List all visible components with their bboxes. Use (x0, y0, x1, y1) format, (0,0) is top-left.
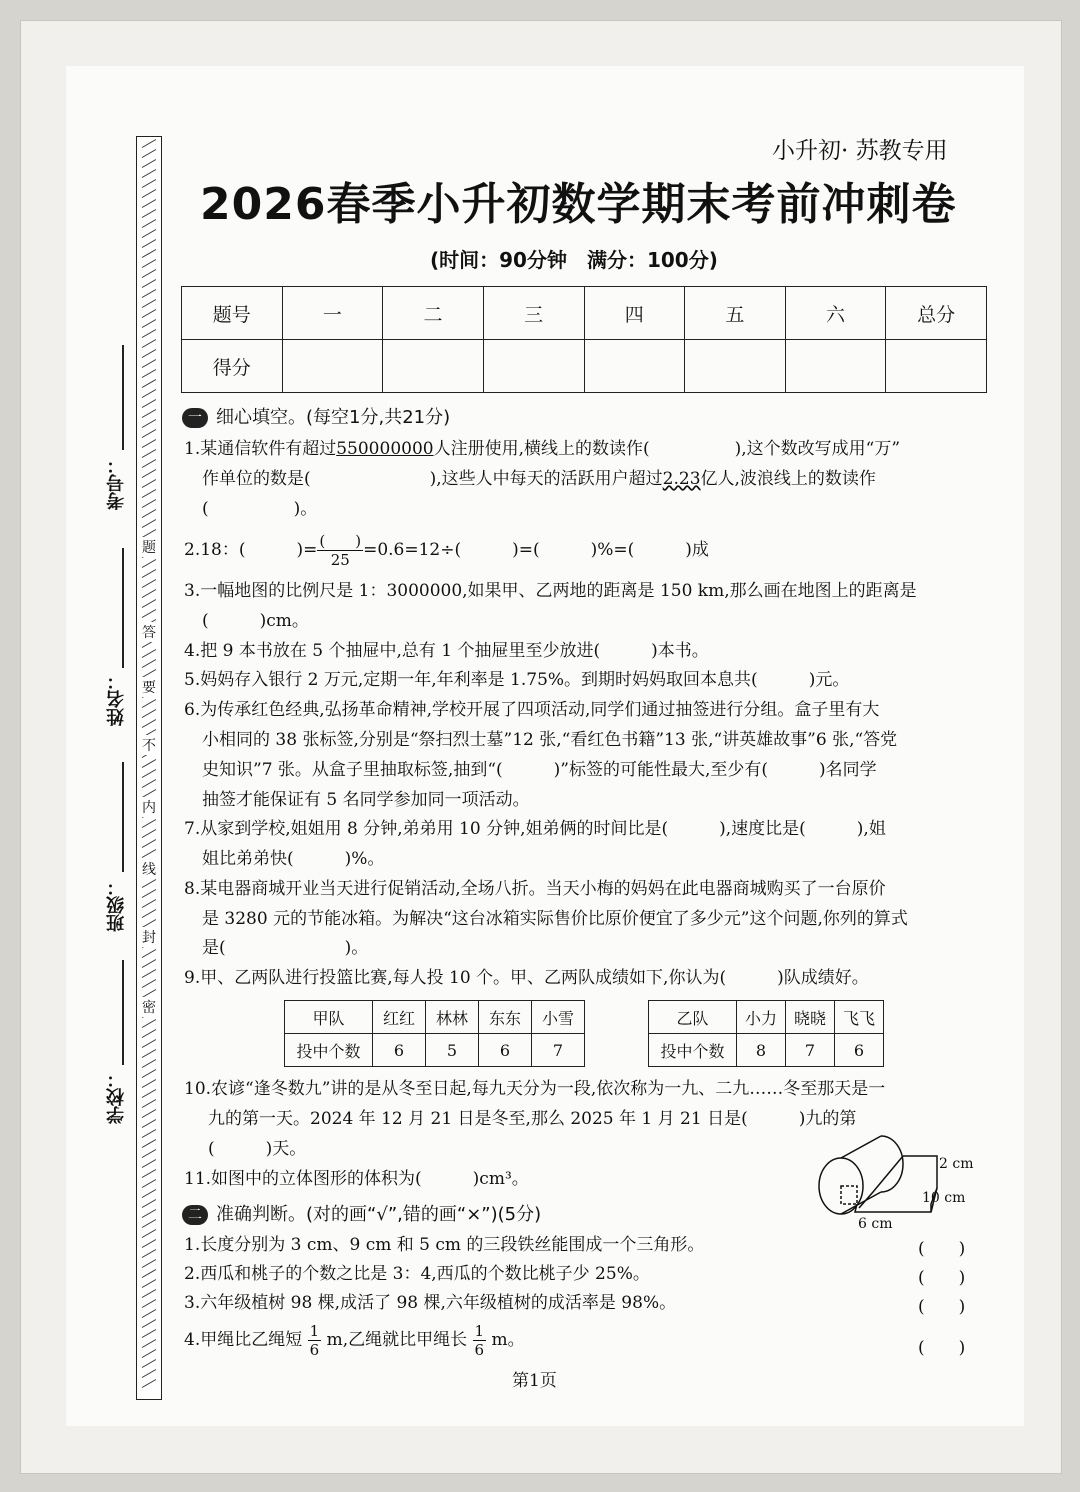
binding-tick (142, 1209, 156, 1218)
team-a-table (284, 1000, 585, 1067)
text: m,乙绳就比甲绳长 (326, 1330, 468, 1350)
section-2-heading (182, 1200, 541, 1226)
text: 人注册使用,横线上的数读作( ),这个数改写成用“万” (433, 439, 901, 459)
binding-tick (142, 1119, 156, 1128)
binding-tick (142, 759, 156, 768)
binding-tick (142, 349, 156, 358)
binding-tick (142, 1159, 156, 1168)
question-1-line-3: ( )。 (202, 499, 318, 519)
binding-tick (142, 1299, 156, 1308)
binding-tick (142, 1019, 156, 1028)
binding-char: 密 (140, 997, 158, 1017)
binding-tick (142, 949, 156, 958)
underlined-number: 550000000 (336, 439, 434, 459)
section-title: 准确判断。(对的画“√”,错的画“×”)(5分) (216, 1204, 542, 1225)
binding-char: 不 (140, 735, 158, 755)
answer-paren[interactable]: ( ) (918, 1239, 966, 1259)
binding-tick (142, 249, 156, 258)
table-cell: 投中个数 (285, 1034, 373, 1067)
binding-tick (142, 189, 156, 198)
question-4: 4.把 9 本书放在 5 个抽屉中,总有 1 个抽屉里至少放进( )本书。 (184, 641, 709, 661)
score-table (181, 286, 987, 393)
judge-item-2: 2.西瓜和桃子的个数之比是 3：4,西瓜的个数比桃子少 25%。 (184, 1264, 650, 1284)
binding-tick (142, 469, 156, 478)
binding-tick (142, 609, 156, 618)
binding-tick (142, 879, 156, 888)
binding-tick (142, 849, 156, 858)
table-cell: 东东 (479, 1001, 532, 1034)
question-2 (184, 532, 709, 569)
table-cell: 总分 (886, 287, 987, 340)
section-1-heading (182, 403, 450, 429)
exam-number-label: 考号： (106, 456, 127, 510)
fraction (308, 1322, 322, 1359)
section-number-badge: 一 (182, 408, 208, 428)
table-cell: 小力 (737, 1001, 786, 1034)
binding-tick (142, 429, 156, 438)
fraction (317, 532, 363, 569)
binding-tick (142, 169, 156, 178)
page-title: 2026春季小升初数学期末考前冲刺卷 (200, 179, 957, 230)
binding-tick (142, 439, 156, 448)
binding-tick (142, 509, 156, 518)
binding-tick (142, 769, 156, 778)
binding-tick (142, 1059, 156, 1068)
text: 作单位的数是( ),这些人中每天的活跃用户超过 (202, 469, 663, 489)
school-label: 学校： (106, 1070, 127, 1124)
binding-tick (142, 839, 156, 848)
judge-item-4 (184, 1322, 525, 1359)
binding-tick (142, 409, 156, 418)
table-row (285, 1034, 585, 1067)
text: 1.某通信软件有超过 (184, 439, 337, 459)
binding-tick (142, 1189, 156, 1198)
table-row (285, 1001, 585, 1034)
binding-tick (142, 649, 156, 658)
binding-tick (142, 889, 156, 898)
binding-tick (142, 359, 156, 368)
binding-tick (142, 519, 156, 528)
table-cell: 晓晓 (786, 1001, 835, 1034)
binding-tick (142, 579, 156, 588)
binding-tick (142, 709, 156, 718)
table-row (649, 1034, 884, 1067)
answer-paren[interactable]: ( ) (918, 1297, 966, 1317)
binding-tick (142, 779, 156, 788)
question-3-line-2: ( )cm。 (202, 611, 309, 631)
binding-tick (142, 339, 156, 348)
binding-tick (142, 899, 156, 908)
text: 2.18：( )= (184, 540, 318, 560)
score-input-cell[interactable] (785, 340, 886, 393)
table-cell: 林林 (426, 1001, 479, 1034)
binding-tick (142, 369, 156, 378)
score-input-cell[interactable] (584, 340, 685, 393)
table-cell: 7 (786, 1034, 835, 1067)
table-cell: 四 (584, 287, 685, 340)
question-6-line-4: 抽签才能保证有 5 名同学参加同一项活动。 (202, 790, 530, 810)
table-cell: 红红 (373, 1001, 426, 1034)
binding-tick (142, 1169, 156, 1178)
binding-tick (142, 269, 156, 278)
binding-tick (142, 599, 156, 608)
binding-tick (142, 1109, 156, 1118)
binding-tick (142, 499, 156, 508)
question-8-line-2: 是 3280 元的节能冰箱。为解决“这台冰箱实际售价比原价便宜了多少元”这个问题,你列的算式 (202, 909, 908, 929)
binding-char: 题 (140, 537, 158, 557)
fraction-denominator: 6 (309, 1341, 320, 1359)
figure-depth-label: 10 cm (922, 1190, 966, 1206)
fraction-denominator: 6 (474, 1341, 485, 1359)
table-cell: 题号 (182, 287, 283, 340)
question-7-line-1: 7.从家到学校,姐姐用 8 分钟,弟弟用 10 分钟,姐弟俩的时间比是( ),速度比是( ),姐 (184, 819, 886, 839)
binding-tick (142, 1249, 156, 1258)
score-input-cell[interactable] (685, 340, 786, 393)
binding-char: 要 (140, 677, 158, 697)
table-cell: 二 (383, 287, 484, 340)
binding-tick (142, 159, 156, 168)
table-cell: 5 (426, 1034, 479, 1067)
question-6-line-1: 6.为传承红色经典,弘扬革命精神,学校开展了四项活动,同学们通过抽签进行分组。盒子里有大 (184, 700, 880, 720)
binding-tick (142, 259, 156, 268)
question-10-line-1: 10.农谚“逢冬数九”讲的是从冬至日起,每九天分为一段,依次称为一九、二九……冬至那天是一 (184, 1079, 886, 1099)
binding-char: 线 (140, 859, 158, 879)
binding-tick (142, 1369, 156, 1378)
binding-tick (142, 1319, 156, 1328)
time-and-score-line: (时间：90分钟 满分：100分) (430, 248, 718, 272)
text: 亿人,波浪线上的数读作 (700, 469, 876, 489)
question-9: 9.甲、乙两队进行投篮比赛,每人投 10 个。甲、乙两队成绩如下,你认为( )队成绩好。 (184, 968, 869, 988)
fraction-denominator: 25 (330, 551, 350, 569)
binding-tick (142, 309, 156, 318)
question-1-line-1 (184, 434, 900, 464)
school-line[interactable] (122, 960, 124, 1065)
binding-tick (142, 819, 156, 828)
table-cell: 甲队 (285, 1001, 373, 1034)
question-8-line-3: 是( )。 (202, 938, 369, 958)
table-row (649, 1001, 884, 1034)
name-label: 姓名： (106, 672, 127, 726)
binding-tick (142, 239, 156, 248)
subtitle: 小升初· 苏教专用 (772, 138, 948, 164)
question-3-line-1: 3.一幅地图的比例尺是 1：3000000,如果甲、乙两地的距离是 150 km,那么画在地图上的距离是 (184, 581, 917, 601)
text: =0.6=12÷( )=( )%=( )成 (363, 540, 709, 560)
judge-item-1: 1.长度分别为 3 cm、9 cm 和 5 cm 的三段铁丝能围成一个三角形。 (184, 1235, 705, 1255)
fraction (473, 1322, 487, 1359)
team-b-table (648, 1000, 884, 1067)
binding-tick (142, 1079, 156, 1088)
question-6-line-2: 小相同的 38 张标签,分别是“祭扫烈士墓”12 张,“看红色书籍”13 张,“讲英雄故事”6 张,“答党 (202, 730, 898, 750)
answer-paren[interactable]: ( ) (918, 1268, 966, 1288)
section-number-badge: 二 (182, 1205, 208, 1225)
table-cell: 一 (282, 287, 383, 340)
binding-tick (142, 319, 156, 328)
binding-tick (142, 1049, 156, 1058)
binding-tick (142, 379, 156, 388)
table-cell: 7 (532, 1034, 585, 1067)
binding-tick (142, 419, 156, 428)
binding-tick (142, 699, 156, 708)
question-5: 5.妈妈存入银行 2 万元,定期一年,年利率是 1.75%。到期时妈妈取回本息共( )元。 (184, 670, 850, 690)
binding-tick (142, 1359, 156, 1368)
question-6-line-3: 史知识”7 张。从盒子里抽取标签,抽到“( )”标签的可能性最大,至少有( )名同学 (202, 760, 877, 780)
class-label: 班级： (106, 878, 127, 932)
binding-tick (142, 489, 156, 498)
table-row (182, 340, 987, 393)
binding-tick (142, 479, 156, 488)
question-11: 11.如图中的立体图形的体积为( )cm³。 (184, 1169, 529, 1189)
binding-tick (142, 1239, 156, 1248)
page-number: 第1页 (512, 1371, 557, 1391)
binding-tick (142, 1089, 156, 1098)
binding-tick (142, 969, 156, 978)
binding-tick (142, 149, 156, 158)
binding-tick (142, 279, 156, 288)
binding-strip (136, 136, 162, 1400)
table-cell: 小雪 (532, 1001, 585, 1034)
binding-tick (142, 1219, 156, 1228)
table-cell: 6 (479, 1034, 532, 1067)
judge-item-3: 3.六年级植树 98 棵,成活了 98 棵,六年级植树的成活率是 98%。 (184, 1293, 677, 1313)
question-7-line-2: 姐比弟弟快( )%。 (202, 849, 385, 869)
exam-number-line[interactable] (122, 345, 124, 450)
binding-tick (142, 829, 156, 838)
binding-tick (142, 1039, 156, 1048)
table-cell: 6 (835, 1034, 884, 1067)
question-10-line-2: 九的第一天。2024 年 12 月 21 日是冬至,那么 2025 年 1 月 21 日是( )九的第 (208, 1109, 857, 1129)
binding-tick (142, 179, 156, 188)
binding-tick (142, 589, 156, 598)
binding-tick (142, 1179, 156, 1188)
class-line[interactable] (122, 762, 124, 872)
score-input-cell[interactable] (483, 340, 584, 393)
binding-tick (142, 289, 156, 298)
fraction-numerator: 1 (309, 1322, 320, 1340)
binding-tick (142, 569, 156, 578)
binding-tick (142, 1149, 156, 1158)
binding-tick (142, 389, 156, 398)
binding-tick (142, 209, 156, 218)
binding-tick (142, 229, 156, 238)
binding-tick (142, 1069, 156, 1078)
binding-tick (142, 559, 156, 568)
fraction-numerator: ( ) (319, 532, 362, 550)
score-input-cell[interactable] (282, 340, 383, 393)
binding-tick (142, 449, 156, 458)
binding-tick (142, 1279, 156, 1288)
binding-tick (142, 1139, 156, 1148)
binding-tick (142, 1349, 156, 1358)
table-row (182, 287, 987, 340)
table-cell: 三 (483, 287, 584, 340)
binding-tick (142, 459, 156, 468)
score-input-cell[interactable] (886, 340, 987, 393)
question-8-line-1: 8.某电器商城开业当天进行促销活动,全场八折。当天小梅的妈妈在此电器商城购买了一台原价 (184, 879, 886, 899)
table-cell: 得分 (182, 340, 283, 393)
binding-tick (142, 219, 156, 228)
binding-char: 封 (140, 927, 158, 947)
score-input-cell[interactable] (383, 340, 484, 393)
binding-tick (142, 1259, 156, 1268)
question-10-line-3: ( )天。 (208, 1139, 307, 1159)
table-cell: 飞飞 (835, 1001, 884, 1034)
binding-tick (142, 1339, 156, 1348)
binding-tick (142, 959, 156, 968)
binding-char: 内 (140, 797, 158, 817)
binding-tick (142, 329, 156, 338)
binding-tick (142, 719, 156, 728)
section-title: 细心填空。(每空1分,共21分) (216, 407, 451, 428)
table-cell: 乙队 (649, 1001, 737, 1034)
table-cell: 8 (737, 1034, 786, 1067)
binding-tick (142, 299, 156, 308)
binding-tick (142, 1289, 156, 1298)
binding-tick (142, 979, 156, 988)
table-cell: 6 (373, 1034, 426, 1067)
table-cell: 六 (785, 287, 886, 340)
solid-figure-diagram (815, 1130, 985, 1240)
binding-tick (142, 1379, 156, 1388)
binding-tick (142, 1329, 156, 1338)
table-cell: 五 (685, 287, 786, 340)
binding-tick (142, 659, 156, 668)
figure-width-label: 6 cm (858, 1216, 893, 1232)
binding-tick (142, 1099, 156, 1108)
figure-height-label: 2 cm (939, 1156, 974, 1172)
binding-tick (142, 1129, 156, 1138)
binding-tick (142, 1029, 156, 1038)
binding-tick (142, 1229, 156, 1238)
answer-paren[interactable]: ( ) (918, 1338, 966, 1358)
text: m。 (491, 1330, 525, 1350)
table-cell: 投中个数 (649, 1034, 737, 1067)
wavy-underlined-number: 2.23 (662, 469, 701, 489)
binding-tick (142, 909, 156, 918)
binding-tick (142, 1199, 156, 1208)
binding-tick (142, 199, 156, 208)
binding-char: 答 (140, 622, 158, 642)
binding-tick (142, 399, 156, 408)
text: 4.甲绳比乙绳短 (184, 1330, 303, 1350)
binding-tick (142, 1309, 156, 1318)
name-line[interactable] (122, 548, 124, 668)
question-1-line-2 (202, 464, 876, 494)
binding-tick (142, 139, 156, 148)
fraction-numerator: 1 (474, 1322, 485, 1340)
binding-tick (142, 1269, 156, 1278)
